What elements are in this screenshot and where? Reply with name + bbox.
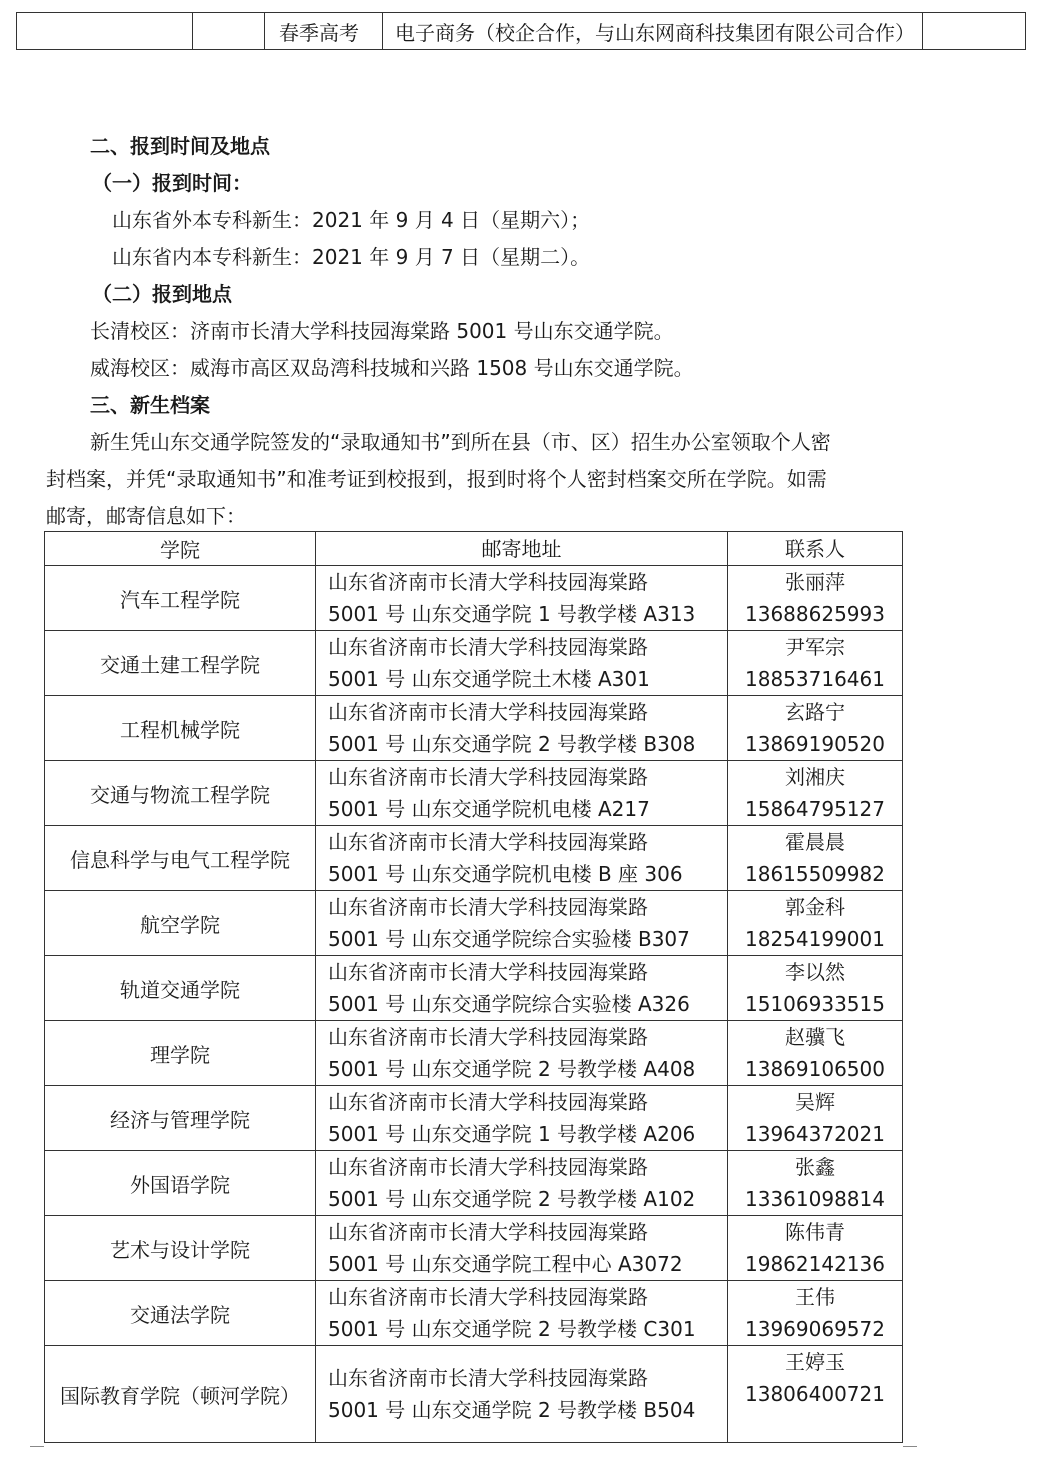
contact-phone: 13806400721	[745, 1382, 885, 1406]
contact	[728, 1151, 903, 1216]
address-line-2: 5001 号 山东交通学院土木楼 A301	[328, 667, 650, 691]
table-row	[45, 1216, 903, 1281]
report-time-out-province: 山东省外本专科新生：2021 年 9 月 4 日（星期六）；	[112, 208, 591, 232]
column-header-address: 邮寄地址	[316, 532, 728, 566]
table-row	[45, 1281, 903, 1346]
table-row	[45, 761, 903, 826]
college-name: 汽车工程学院	[45, 566, 316, 631]
mail-address	[316, 761, 728, 826]
mail-address	[316, 1151, 728, 1216]
contact	[728, 956, 903, 1021]
contact-phone: 13869106500	[745, 1057, 885, 1081]
page-corner-mark-right	[903, 1446, 917, 1457]
address-line-2: 5001 号 山东交通学院 1 号教学楼 A313	[328, 602, 696, 626]
contact-phone: 13361098814	[745, 1187, 885, 1211]
mail-address	[316, 696, 728, 761]
campus-changqing-address: 长清校区：济南市长清大学科技园海棠路 5001 号山东交通学院。	[90, 319, 674, 343]
college-name: 航空学院	[45, 891, 316, 956]
contact	[728, 696, 903, 761]
archive-paragraph-line-1: 新生凭山东交通学院签发的“录取通知书”到所在县（市、区）招生办公室领取个人密	[90, 430, 831, 454]
college-name: 交通土建工程学院	[45, 631, 316, 696]
address-line-1: 山东省济南市长清大学科技园海棠路	[328, 1220, 648, 1244]
college-name: 交通法学院	[45, 1281, 316, 1346]
contact	[728, 1346, 903, 1443]
contact-phone: 19862142136	[745, 1252, 885, 1276]
header-strip-major: 电子商务（校企合作，与山东网商科技集团有限公司合作）	[383, 13, 923, 49]
contact	[728, 1021, 903, 1086]
college-name: 经济与管理学院	[45, 1086, 316, 1151]
contact	[728, 826, 903, 891]
contact	[728, 891, 903, 956]
contact-name: 张丽萍	[785, 570, 845, 594]
college-name: 工程机械学院	[45, 696, 316, 761]
address-line-2: 5001 号 山东交通学院 1 号教学楼 A206	[328, 1122, 696, 1146]
section2-heading: 二、报到时间及地点	[90, 134, 270, 158]
contact	[728, 761, 903, 826]
contact-phone: 18615509982	[745, 862, 885, 886]
section3-heading: 三、新生档案	[90, 393, 210, 417]
table-row	[45, 696, 903, 761]
mail-address	[316, 826, 728, 891]
college-name: 信息科学与电气工程学院	[45, 826, 316, 891]
campus-weihai-address: 威海校区：威海市高区双岛湾科技城和兴路 1508 号山东交通学院。	[90, 356, 694, 380]
contact-phone: 15106933515	[745, 992, 885, 1016]
address-line-2: 5001 号 山东交通学院综合实验楼 A326	[328, 992, 690, 1016]
mail-address	[316, 631, 728, 696]
contact-name: 王伟	[795, 1285, 835, 1309]
address-line-1: 山东省济南市长清大学科技园海棠路	[328, 1025, 648, 1049]
mail-address	[316, 1281, 728, 1346]
address-line-1: 山东省济南市长清大学科技园海棠路	[328, 1285, 648, 1309]
address-line-1: 山东省济南市长清大学科技园海棠路	[328, 1366, 648, 1390]
mailing-info-table	[44, 531, 903, 1443]
mail-address	[316, 1086, 728, 1151]
contact-name: 吴辉	[795, 1090, 835, 1114]
page-corner-mark-left	[30, 1446, 44, 1457]
college-name: 轨道交通学院	[45, 956, 316, 1021]
contact-phone: 15864795127	[745, 797, 885, 821]
mail-address	[316, 1021, 728, 1086]
header-strip-category: 春季高考	[265, 13, 383, 49]
header-strip-cell-1	[17, 13, 193, 49]
report-time-in-province: 山东省内本专科新生：2021 年 9 月 7 日（星期二）。	[112, 245, 591, 269]
college-name: 外国语学院	[45, 1151, 316, 1216]
contact	[728, 1281, 903, 1346]
table-row	[45, 1151, 903, 1216]
header-strip-cell-5	[923, 13, 1025, 49]
address-line-2: 5001 号 山东交通学院机电楼 A217	[328, 797, 650, 821]
address-line-1: 山东省济南市长清大学科技园海棠路	[328, 1090, 648, 1114]
contact	[728, 631, 903, 696]
address-line-1: 山东省济南市长清大学科技园海棠路	[328, 895, 648, 919]
contact-phone: 13964372021	[745, 1122, 885, 1146]
address-line-2: 5001 号 山东交通学院 2 号教学楼 A102	[328, 1187, 696, 1211]
table-row	[45, 1021, 903, 1086]
contact-phone: 13869190520	[745, 732, 885, 756]
section2-sub1-heading: （一）报到时间：	[92, 171, 252, 195]
header-strip-cell-2	[193, 13, 265, 49]
section2-sub2-heading: （二）报到地点	[92, 282, 232, 306]
address-line-2: 5001 号 山东交通学院 2 号教学楼 B308	[328, 732, 696, 756]
contact-name: 陈伟青	[785, 1220, 845, 1244]
address-line-1: 山东省济南市长清大学科技园海棠路	[328, 960, 648, 984]
contact	[728, 1086, 903, 1151]
mail-address	[316, 1346, 728, 1443]
table-row	[45, 566, 903, 631]
archive-paragraph-line-3: 邮寄，邮寄信息如下：	[46, 504, 246, 528]
college-name: 国际教育学院（顿河学院）	[45, 1346, 316, 1443]
contact-name: 赵骥飞	[785, 1025, 845, 1049]
mail-address	[316, 956, 728, 1021]
college-name: 理学院	[45, 1021, 316, 1086]
address-line-1: 山东省济南市长清大学科技园海棠路	[328, 635, 648, 659]
address-line-1: 山东省济南市长清大学科技园海棠路	[328, 1155, 648, 1179]
column-header-contact: 联系人	[728, 532, 903, 566]
address-line-1: 山东省济南市长清大学科技园海棠路	[328, 830, 648, 854]
contact-name: 刘湘庆	[785, 765, 845, 789]
address-line-1: 山东省济南市长清大学科技园海棠路	[328, 570, 648, 594]
table-row	[45, 1346, 903, 1443]
address-line-2: 5001 号 山东交通学院 2 号教学楼 A408	[328, 1057, 696, 1081]
table-header-row	[45, 532, 903, 566]
table-row	[45, 956, 903, 1021]
contact-phone: 13688625993	[745, 602, 885, 626]
address-line-2: 5001 号 山东交通学院 2 号教学楼 B504	[328, 1398, 696, 1422]
address-line-1: 山东省济南市长清大学科技园海棠路	[328, 765, 648, 789]
college-name: 交通与物流工程学院	[45, 761, 316, 826]
contact-phone: 18853716461	[745, 667, 885, 691]
address-line-2: 5001 号 山东交通学院工程中心 A3072	[328, 1252, 683, 1276]
mail-address	[316, 891, 728, 956]
address-line-2: 5001 号 山东交通学院综合实验楼 B307	[328, 927, 690, 951]
contact-phone: 18254199001	[745, 927, 885, 951]
address-line-2: 5001 号 山东交通学院 2 号教学楼 C301	[328, 1317, 696, 1341]
address-line-1: 山东省济南市长清大学科技园海棠路	[328, 700, 648, 724]
mail-address	[316, 566, 728, 631]
table-row	[45, 826, 903, 891]
contact-name: 玄路宁	[785, 700, 845, 724]
contact-name: 霍晨晨	[785, 830, 845, 854]
contact-name: 尹军宗	[785, 635, 845, 659]
contact-name: 张鑫	[795, 1155, 835, 1179]
contact-name: 李以然	[785, 960, 845, 984]
table-row	[45, 1086, 903, 1151]
college-name: 艺术与设计学院	[45, 1216, 316, 1281]
contact-phone: 13969069572	[745, 1317, 885, 1341]
mail-address	[316, 1216, 728, 1281]
contact	[728, 566, 903, 631]
contact-name: 王婷玉	[785, 1350, 845, 1374]
address-line-2: 5001 号 山东交通学院机电楼 B 座 306	[328, 862, 683, 886]
header-strip-table	[16, 12, 1026, 50]
column-header-college: 学院	[45, 532, 316, 566]
archive-paragraph-line-2: 封档案，并凭“录取通知书”和准考证到校报到，报到时将个人密封档案交所在学院。如需	[46, 467, 827, 491]
table-row	[45, 891, 903, 956]
contact	[728, 1216, 903, 1281]
contact-name: 郭金科	[785, 895, 845, 919]
table-row	[45, 631, 903, 696]
